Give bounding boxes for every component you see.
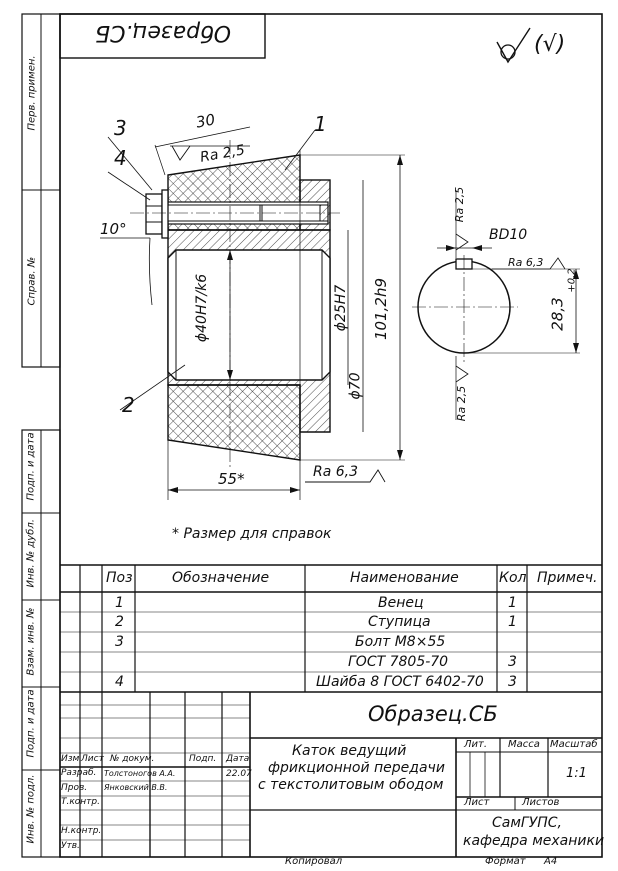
leader-3: 3 (114, 116, 127, 140)
spec-row-name: Болт М8×55 (355, 634, 446, 650)
tb-razrab-date: 22.07 (226, 769, 252, 779)
dim-ra25-section-bot: Ra 2,5 (455, 385, 469, 422)
tb-scale: 1:1 (566, 766, 587, 781)
tb-razrab: Разраб. (61, 768, 97, 778)
tb-nkontr: Н.контр. (61, 826, 102, 836)
spec-row-name: Ступица (368, 614, 431, 630)
side-label-perv-primen: Перв. примен. (26, 55, 38, 131)
tb-prov: Пров. (61, 783, 88, 793)
spec-row-name: ГОСТ 7805-70 (348, 654, 449, 670)
side-label-podp-data-2: Подп. и дата (25, 689, 37, 758)
tb-listov: Листов (522, 797, 560, 808)
tb-org-line-2: кафедра механики (463, 833, 605, 849)
sheet-frame (60, 14, 605, 857)
dim-ra25-top: Ra 2,5 (198, 142, 247, 166)
spec-row-name: Шайба 8 ГОСТ 6402-70 (316, 674, 484, 690)
tb-org-line-1: СамГУПС, (492, 815, 562, 831)
spec-header-qty: Кол (499, 570, 527, 586)
dim-bd10: BD10 (489, 227, 528, 243)
spec-row-qty: 3 (508, 654, 517, 670)
spec-header-designation: Обозначение (172, 570, 270, 586)
spec-header-name: Наименование (350, 570, 459, 586)
reference-note: * Размер для справок (172, 526, 332, 542)
tb-h-ndoc: № докум. (110, 754, 155, 764)
tb-format: Формат (485, 856, 526, 867)
spec-row-qty: 3 (508, 674, 517, 690)
stamp-top: Образец.СБ (95, 20, 231, 45)
dim-ra63-bottom: Ra 6,3 (313, 464, 359, 480)
spec-row-name: Венец (378, 595, 424, 611)
dim-d28: 28,3 (548, 297, 567, 331)
dim-ra25-section-top: Ra 2,5 (453, 186, 467, 223)
dim-d70: ϕ70 (347, 372, 364, 400)
spec-row-qty: 1 (508, 595, 517, 611)
surface-mark: (√) (534, 32, 566, 57)
tb-tkontr: Т.контр. (61, 797, 101, 807)
side-label-inv-dubl: Инв. № дубл. (25, 519, 37, 588)
tb-h-data: Дата (226, 754, 250, 764)
doc-code: Образец.СБ (368, 702, 498, 726)
dim-angle: 10° (100, 220, 127, 238)
tb-kopiroval: Копировал (285, 856, 343, 867)
spec-row-pos: 3 (115, 634, 124, 650)
side-label-inv-podl: Инв. № подл. (25, 774, 37, 844)
title-line-2: фрикционной передачи (268, 760, 445, 776)
dim-d25: ϕ25H7 (333, 284, 350, 332)
side-label-podp-data-1: Подп. и дата (25, 432, 37, 501)
tb-razrab-name: Толстоногов А.А. (104, 769, 176, 778)
dim-bore: ϕ40H7/k6 (194, 273, 211, 343)
spec-row-pos: 4 (115, 674, 124, 690)
tb-lit: Лит. (464, 739, 488, 750)
tb-h-list: Лист (81, 754, 104, 764)
spec-header-pos: Поз (106, 570, 133, 586)
title-line-3: с текстолитовым ободом (258, 777, 444, 793)
title-line-1: Каток ведущий (292, 743, 407, 759)
spec-row-pos: 1 (115, 595, 124, 611)
tb-format-value: А4 (544, 856, 558, 867)
side-label-vzam-inv: Взам. инв. № (25, 607, 37, 676)
spec-row-pos: 2 (115, 614, 124, 630)
dim-30: 30 (194, 110, 217, 132)
tb-masshtab: Масштаб (550, 739, 598, 750)
leader-4: 4 (114, 146, 127, 170)
tb-utv: Утв. (61, 841, 80, 851)
spec-header-note: Примеч. (537, 570, 598, 586)
leader-1: 1 (314, 112, 327, 136)
side-label-sprav: Справ. № (26, 256, 38, 306)
dim-d101: 101,2h9 (372, 278, 390, 340)
dim-ra63-section: Ra 6,3 (508, 256, 544, 269)
leader-2: 2 (122, 393, 135, 417)
tb-h-podp: Подп. (189, 754, 217, 764)
tb-h-izm: Изм (61, 754, 80, 764)
tb-prov-name: Янковский В.В. (104, 783, 168, 792)
tb-list: Лист (464, 797, 490, 808)
tb-massa: Масса (508, 739, 540, 750)
spec-row-qty: 1 (508, 614, 517, 630)
dim-tol: +0,2 (566, 268, 578, 293)
dim-d55: 55* (218, 470, 245, 488)
